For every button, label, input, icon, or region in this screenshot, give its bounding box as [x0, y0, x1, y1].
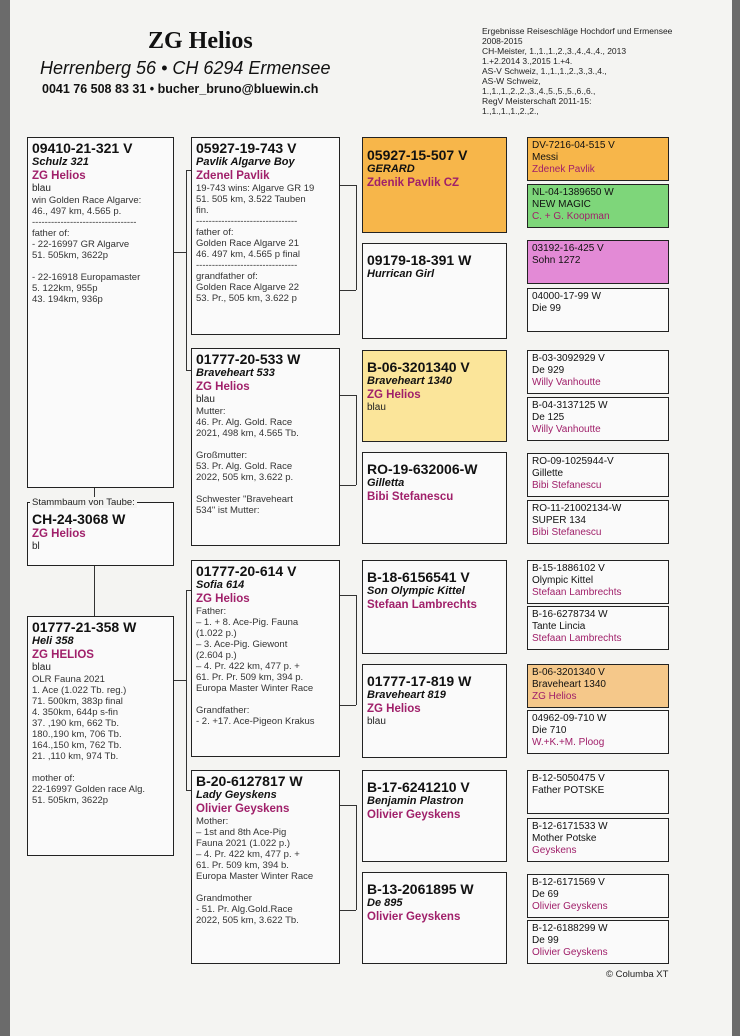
pigeon-name: De 895: [367, 897, 403, 909]
owner: W.+K.+M. Ploog: [532, 737, 605, 748]
pigeon-name: Pavlik Algarve Boy: [196, 156, 295, 168]
ancestor-card[interactable]: [527, 397, 669, 441]
owner: Zdenik Pavlik CZ: [367, 177, 460, 189]
owner: ZG Helios: [532, 691, 577, 702]
connector: [186, 590, 187, 790]
connector: [340, 910, 356, 911]
connector: [340, 185, 356, 186]
great-grandparent-card[interactable]: [362, 664, 507, 758]
owner: ZG Helios: [196, 593, 250, 605]
pigeon-id: 01777-21-358 W: [32, 619, 137, 635]
pigeon-name: NEW MAGIC: [532, 199, 591, 210]
pigeon-name: Schulz 321: [32, 156, 89, 168]
ancestor-card[interactable]: [527, 288, 669, 332]
owner: Bibi Stefanescu: [367, 491, 454, 503]
ancestor-card[interactable]: [527, 350, 669, 394]
grandparent-card[interactable]: [191, 560, 340, 757]
pigeon-name: Heli 358: [32, 635, 74, 647]
pigeon-id: B-06-3201340 V: [367, 359, 470, 375]
ancestor-card[interactable]: [527, 664, 669, 708]
pigeon-name: Braveheart 1340: [532, 679, 606, 690]
achievements: Father: – 1. + 8. Ace-Pig. Fauna (1.022 p.) – 3. Ace-Pig. Giewont (2.604 p.) – 4. Pr. 422 km, 477 p. + 61. Pr. Pr. 509 km, 394 p. Europa Master Winter Race Grandfather: - 2. +17. Ace-Pigeon Krakus: [196, 606, 315, 727]
connector: [356, 185, 357, 290]
owner: Stefaan Lambrechts: [532, 587, 622, 598]
pigeon-id: 01777-20-533 W: [196, 351, 301, 367]
pigeon-id: CH-24-3068 W: [32, 511, 126, 527]
great-grandparent-card[interactable]: [362, 872, 507, 964]
owner: C. + G. Koopman: [532, 211, 610, 222]
achievements: win Golden Race Algarve: 46., 497 km, 4.565 p. --------------------------------- father of: - 22-16997 GR Algarve 51. 505km, 3622p - 22-16918 Europamaster 5. 122km, 955p 43. 194km, 936p: [32, 195, 142, 305]
pigeon-id: 04962-09-710 W: [532, 713, 607, 724]
great-grandparent-card[interactable]: [362, 350, 507, 442]
owner: ZG HELIOS: [32, 649, 94, 661]
pigeon-id: 05927-15-507 V: [367, 147, 468, 163]
pigeon-name: GERARD: [367, 163, 415, 175]
pigeon-id: DV-7216-04-515 V: [532, 140, 615, 151]
grandparent-card[interactable]: [191, 348, 340, 546]
pigeon-name: Tante Lincia: [532, 621, 586, 632]
results-summary: Ergebnisse Reiseschläge Hochdorf und Ermensee 2008-2015 CH-Meister, 1.,1.,1.,2.,3.,4.,4.,4., 2013 1.+2.2014 3.,2015 1.+4. AS-V Schweiz, 1.,1.,1.,2.,3.,3.,4., AS-W Schweiz, 1.,1.,1.,2.,2.,3.,4.,5.,5.,5.,6.,6., RegV Meisterschaft 2011-15: 1.,1.,1.,1.,2.,2.,: [482, 26, 673, 116]
pigeon-id: B-18-6156541 V: [367, 569, 470, 585]
pigeon-name: Mother Potske: [532, 833, 597, 844]
pigeon-id: NL-04-1389650 W: [532, 187, 614, 198]
ancestor-card[interactable]: [527, 874, 669, 918]
owner: Zdenek Pavlik: [532, 164, 595, 175]
ancestor-card[interactable]: [527, 560, 669, 604]
owner: Zdenel Pavlik: [196, 170, 270, 182]
pigeon-id: 01777-17-819 W: [367, 673, 472, 689]
copyright: © Columba XT: [606, 969, 669, 980]
color: blau: [196, 394, 215, 405]
pigeon-id: 04000-17-99 W: [532, 291, 601, 302]
pigeon-name: De 929: [532, 365, 565, 376]
pigeon-name: Sofia 614: [196, 579, 245, 591]
pigeon-id: RO-09-1025944-V: [532, 456, 614, 467]
connector: [340, 705, 356, 706]
ancestor-card[interactable]: [527, 453, 669, 497]
pigeon-id: B-12-6171569 V: [532, 877, 605, 888]
color: blau: [32, 183, 51, 194]
ancestor-card[interactable]: [527, 818, 669, 862]
ancestor-card[interactable]: [527, 184, 669, 228]
pigeon-name: Die 99: [532, 303, 561, 314]
pigeon-name: Olympic Kittel: [532, 575, 594, 586]
owner: Willy Vanhoutte: [532, 424, 601, 435]
pigeon-id: B-13-2061895 W: [367, 881, 474, 897]
owner: ZG Helios: [367, 389, 421, 401]
pigeon-id: 05927-19-743 V: [196, 140, 297, 156]
ancestor-card[interactable]: [527, 240, 669, 284]
achievements: Mutter: 46. Pr. Alg. Gold. Race 2021, 498 km, 4.565 Tb. Großmutter: 53. Pr. Alg. Gold. Race 2022, 505 km, 3.622 p. Schwester "Braveheart 534" ist Mutter:: [196, 406, 299, 516]
pigeon-name: Braveheart 533: [196, 367, 275, 379]
owner: Willy Vanhoutte: [532, 377, 601, 388]
pigeon-name: Gillette: [532, 468, 564, 479]
pigeon-name: SUPER 134: [532, 515, 586, 526]
owner: ZG Helios: [196, 381, 250, 393]
owner: Stefaan Lambrechts: [367, 599, 477, 611]
contact: 0041 76 508 83 31 • bucher_bruno@bluewin.ch: [42, 82, 319, 96]
mother-card[interactable]: [27, 616, 174, 856]
color: bl: [32, 541, 40, 552]
great-grandparent-card[interactable]: [362, 243, 507, 339]
address: Herrenberg 56 • CH 6294 Ermensee: [40, 58, 331, 78]
owner: Bibi Stefanescu: [532, 480, 602, 491]
ancestor-card[interactable]: [527, 710, 669, 754]
owner: ZG Helios: [32, 528, 86, 540]
connector: [340, 485, 356, 486]
pedigree-page: [10, 0, 732, 1036]
pigeon-name: Sohn 1272: [532, 255, 581, 266]
great-grandparent-card[interactable]: [362, 560, 507, 654]
pigeon-id: B-15-1886102 V: [532, 563, 605, 574]
connector: [174, 252, 186, 253]
pigeon-name: Messi: [532, 152, 559, 163]
pigeon-id: B-12-6171533 W: [532, 821, 608, 832]
owner: Olivier Geyskens: [367, 911, 461, 923]
pigeon-id: 01777-20-614 V: [196, 563, 297, 579]
color: blau: [367, 402, 386, 413]
pigeon-name: De 99: [532, 935, 559, 946]
pigeon-id: B-16-6278734 W: [532, 609, 608, 620]
pigeon-name: Hurrican Girl: [367, 268, 435, 280]
connector: [356, 395, 357, 485]
ancestor-card[interactable]: [527, 770, 669, 814]
achievements: OLR Fauna 2021 1. Ace (1.022 Tb. reg.) 71. 500km, 383p final 4. 350km, 644p s-fin 37. ,190 km, 662 Tb. 180.,190 km, 706 Tb. 164.,150 km, 762 Tb. 21. ,110 km, 974 Tb. mother of: 22-16997 Golden race Alg. 51. 505km, 3622p: [32, 674, 146, 806]
subject-card[interactable]: [27, 502, 174, 566]
color: blau: [367, 716, 386, 727]
connector: [94, 566, 95, 616]
pigeon-name: Die 710: [532, 725, 567, 736]
great-grandparent-card[interactable]: [362, 137, 507, 233]
pigeon-name: Benjamin Plastron: [367, 795, 464, 807]
pigeon-name: De 69: [532, 889, 559, 900]
pigeon-name: De 125: [532, 412, 565, 423]
ancestor-card[interactable]: [527, 137, 669, 181]
color: blau: [32, 662, 51, 673]
ancestor-card[interactable]: [527, 606, 669, 650]
ancestor-card[interactable]: [527, 500, 669, 544]
pigeon-name: Lady Geyskens: [196, 789, 277, 801]
great-grandparent-card[interactable]: [362, 770, 507, 862]
page-title: ZG Helios: [148, 28, 253, 54]
owner: Stefaan Lambrechts: [532, 633, 622, 644]
connector: [340, 805, 356, 806]
owner: Olivier Geyskens: [367, 809, 461, 821]
pigeon-id: B-06-3201340 V: [532, 667, 605, 678]
pigeon-id: RO-19-632006-W: [367, 461, 478, 477]
great-grandparent-card[interactable]: [362, 452, 507, 544]
connector: [340, 290, 356, 291]
ancestor-card[interactable]: [527, 920, 669, 964]
grandparent-card[interactable]: [191, 770, 340, 964]
pigeon-id: B-03-3092929 V: [532, 353, 605, 364]
pigeon-id: B-04-3137125 W: [532, 400, 608, 411]
pigeon-name: Braveheart 1340: [367, 375, 453, 387]
connector: [174, 680, 186, 681]
owner: Olivier Geyskens: [532, 947, 608, 958]
pigeon-id: 09410-21-321 V: [32, 140, 133, 156]
connector: [356, 805, 357, 910]
pigeon-id: 03192-16-425 V: [532, 243, 604, 254]
pigeon-id: B-20-6127817 W: [196, 773, 303, 789]
owner: Bibi Stefanescu: [532, 527, 602, 538]
connector: [340, 595, 356, 596]
owner: ZG Helios: [32, 170, 86, 182]
pigeon-name: Gilletta: [367, 477, 405, 489]
father-card[interactable]: [27, 137, 174, 488]
grandparent-card[interactable]: [191, 137, 340, 335]
pigeon-name: Father POTSKE: [532, 785, 605, 796]
connector: [340, 395, 356, 396]
pigeon-name: Son Olympic Kittel: [367, 585, 465, 597]
pedigree-label: Stammbaum von Taube:: [32, 497, 135, 508]
owner: Olivier Geyskens: [532, 901, 608, 912]
owner: ZG Helios: [367, 703, 421, 715]
owner: Geyskens: [532, 845, 577, 856]
achievements: 19-743 wins: Algarve GR 19 51. 505 km, 3.522 Tauben fin. -------------------------------- father of: Golden Race Algarve 21 46. 497 km, 4.565 p final -------------------------------- grandfather of: Golden Race Algarve 22 53. Pr., 505 km, 3.622 p: [196, 183, 315, 304]
achievements: Mother: – 1st and 8th Ace-Pig Fauna 2021 (1.022 p.) – 4. Pr. 422 km, 477 p. + 61. Pr. 509 km, 394 b. Europa Master Winter Race Grandmother - 51. Pr. Alg.Gold.Race 2022, 505 km, 3.622 Tb.: [196, 816, 314, 926]
connector: [356, 595, 357, 705]
pigeon-id: B-12-6188299 W: [532, 923, 608, 934]
pigeon-name: Braveheart 819: [367, 689, 446, 701]
connector: [186, 170, 187, 370]
pigeon-id: 09179-18-391 W: [367, 252, 472, 268]
owner: Olivier Geyskens: [196, 803, 290, 815]
pigeon-id: RO-11-21002134-W: [532, 503, 622, 514]
pigeon-id: B-12-5050475 V: [532, 773, 605, 784]
pigeon-id: B-17-6241210 V: [367, 779, 470, 795]
